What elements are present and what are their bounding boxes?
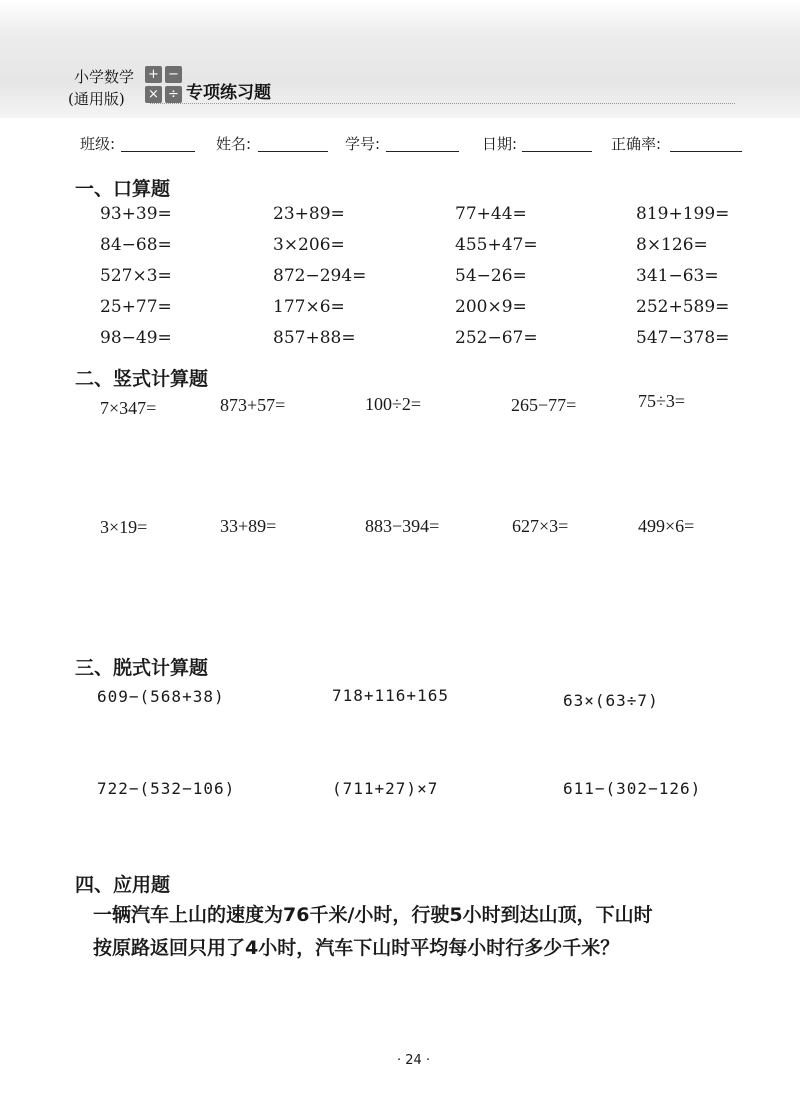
date-field[interactable] (522, 150, 592, 152)
times-icon: × (145, 86, 162, 103)
minus-icon: − (165, 66, 182, 83)
word-problem-line: 按原路返回只用了4小时，汽车下山时平均每小时行多少千米？ (93, 937, 620, 959)
mental-item: 177×6= (273, 297, 345, 317)
mental-item: 341−63= (636, 266, 719, 286)
stepwise-item: 63×(63÷7) (563, 691, 659, 710)
section-title-stepwise: 三、脱式计算题 (75, 657, 209, 679)
mental-item: 77+44= (455, 204, 527, 224)
vertical-item: 883−394= (365, 516, 440, 536)
brand-line2: (通用版) (68, 90, 125, 108)
student-id-label: 学号: (345, 135, 381, 153)
word-problem-line: 一辆汽车上山的速度为76千米/小时，行驶5小时到达山顶，下山时 (93, 904, 653, 926)
page-number: · 24 · (397, 1053, 431, 1068)
divide-icon: ÷ (165, 86, 182, 103)
class-field[interactable] (121, 150, 195, 152)
vertical-item: 100÷2= (365, 394, 422, 414)
stepwise-item: (711+27)×7 (332, 779, 439, 798)
vertical-item: 627×3= (512, 516, 569, 536)
mental-item: 200×9= (455, 297, 527, 317)
mental-item: 84−68= (100, 235, 172, 255)
section-title-vertical: 二、竖式计算题 (75, 368, 209, 390)
section-title-mental: 一、口算题 (75, 178, 171, 200)
mental-item: 98−49= (100, 328, 172, 348)
date-label: 日期: (482, 135, 518, 153)
name-field[interactable] (258, 150, 328, 152)
mental-item: 857+88= (273, 328, 356, 348)
mental-item: 93+39= (100, 204, 172, 224)
accuracy-field[interactable] (670, 150, 742, 152)
stepwise-item: 718+116+165 (332, 686, 449, 705)
plus-icon: + (145, 66, 162, 83)
mental-item: 872−294= (273, 266, 367, 286)
section-title-word-problem: 四、应用题 (75, 874, 171, 896)
mental-item: 547−378= (636, 328, 730, 348)
vertical-item: 3×19= (100, 517, 148, 537)
accuracy-label: 正确率: (611, 135, 662, 153)
mental-item: 25+77= (100, 297, 172, 317)
mental-item: 527×3= (100, 266, 172, 286)
page-title: 专项练习题 (186, 83, 271, 103)
brand-line1: 小学数学 (74, 68, 135, 86)
vertical-item: 499×6= (638, 516, 695, 536)
vertical-item: 75÷3= (638, 391, 686, 411)
stepwise-item: 722−(532−106) (97, 779, 236, 798)
vertical-item: 873+57= (220, 395, 286, 415)
mental-item: 455+47= (455, 235, 538, 255)
stepwise-item: 609−(568+38) (97, 687, 225, 706)
student-id-field[interactable] (386, 150, 459, 152)
vertical-item: 7×347= (100, 398, 157, 418)
mental-item: 3×206= (273, 235, 345, 255)
mental-item: 23+89= (273, 204, 345, 224)
mental-item: 54−26= (455, 266, 527, 286)
class-label: 班级: (80, 135, 116, 153)
mental-item: 252−67= (455, 328, 538, 348)
mental-item: 8×126= (636, 235, 708, 255)
operator-icons (145, 66, 183, 104)
stepwise-item: 611−(302−126) (563, 779, 702, 798)
name-label: 姓名: (216, 135, 252, 153)
mental-item: 252+589= (636, 297, 730, 317)
vertical-item: 265−77= (511, 395, 577, 415)
mental-item: 819+199= (636, 204, 730, 224)
vertical-item: 33+89= (220, 516, 277, 536)
header-divider (150, 103, 735, 104)
